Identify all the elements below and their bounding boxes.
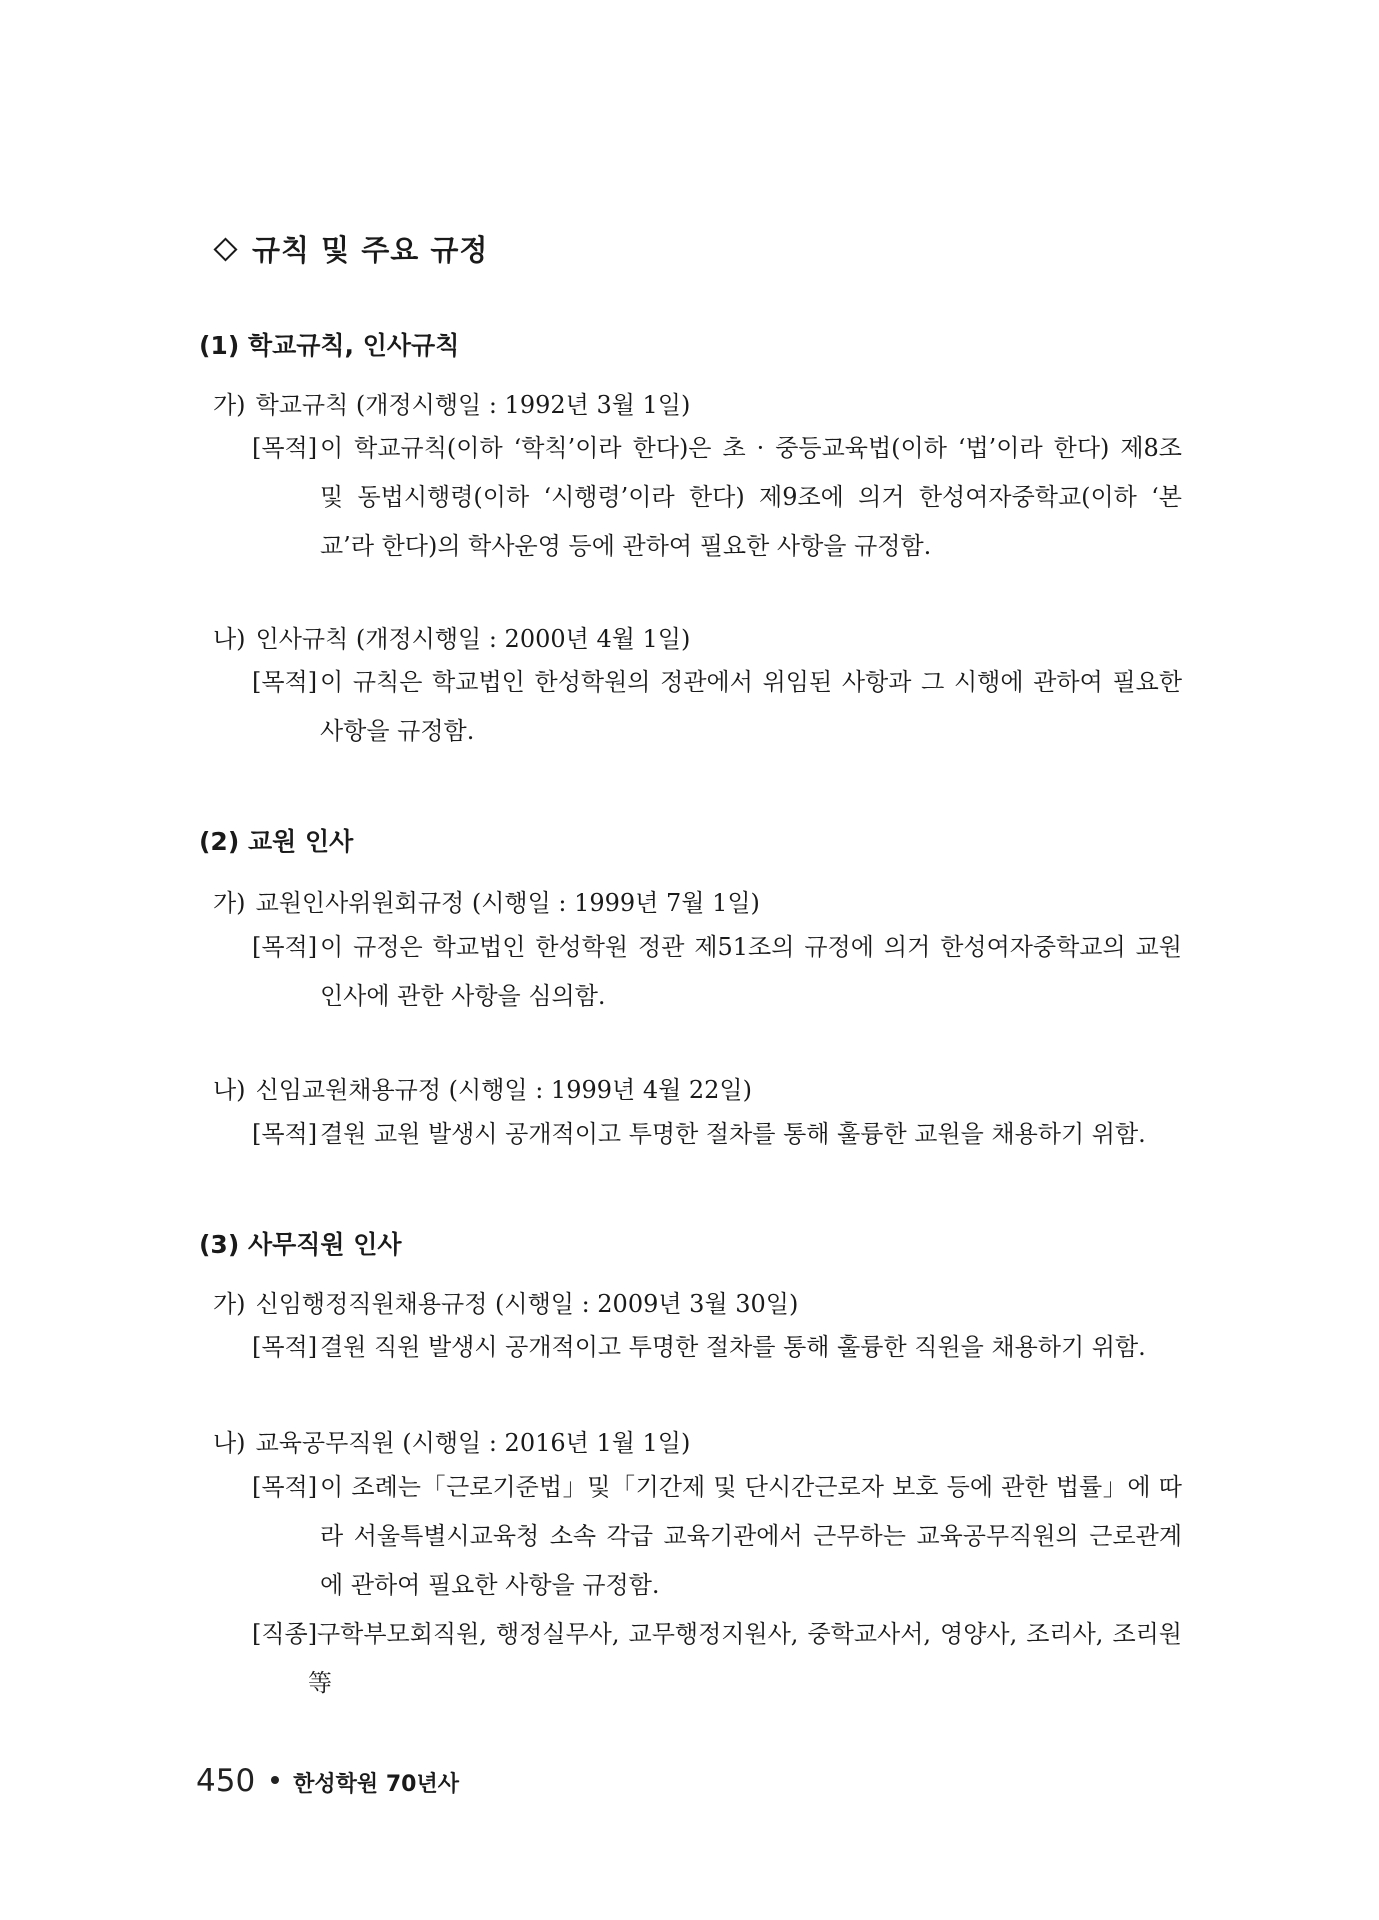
item-title xyxy=(213,1284,798,1319)
item-title xyxy=(213,883,760,918)
purpose-block xyxy=(252,1323,1182,1372)
section-heading: (3) 사무직원 인사 xyxy=(199,1230,402,1259)
book-title: 한성학원 70년사 xyxy=(293,1772,459,1797)
item-title-text: 신임행정직원채용규정 (시행일 : 2009년 3월 30일) xyxy=(255,1290,799,1318)
job-type-label: [직종] xyxy=(252,1620,318,1648)
item-marker: 나) xyxy=(213,1429,246,1457)
purpose-text: 결원 교원 발생시 공개적이고 투명한 절차를 통해 훌륭한 교원을 채용하기 위함. xyxy=(320,1120,1146,1148)
purpose-label: [목적] xyxy=(252,1473,318,1501)
page-title-text: 규칙 및 주요 규정 xyxy=(252,233,489,267)
item-marker: 가) xyxy=(213,889,246,917)
item-title-text: 교원인사위원회규정 (시행일 : 1999년 7월 1일) xyxy=(255,889,760,917)
item-title-text: 교육공무직원 (시행일 : 2016년 1월 1일) xyxy=(255,1429,691,1457)
page-number: 450 xyxy=(196,1763,256,1799)
job-type-text: 구학부모회직원, 행정실무사, 교무행정지원사, 중학교사서, 영양사, 조리사, 조리원 等 xyxy=(308,1620,1182,1697)
purpose-label: [목적] xyxy=(252,1333,318,1361)
diamond-icon xyxy=(213,237,237,261)
item-title xyxy=(213,619,690,654)
section-heading: (2) 교원 인사 xyxy=(199,827,354,856)
item-title-text: 학교규칙 (개정시행일 : 1992년 3월 1일) xyxy=(255,391,691,419)
purpose-label: [목적] xyxy=(252,933,318,961)
purpose-text: 이 규정은 학교법인 한성학원 정관 제51조의 규정에 의거 한성여자중학교의 교원인사에 관한 사항을 심의함. xyxy=(320,933,1182,1010)
page-title xyxy=(213,228,488,269)
purpose-label: [목적] xyxy=(252,1120,318,1148)
item-marker: 나) xyxy=(213,1076,246,1104)
item-marker: 가) xyxy=(213,391,246,419)
purpose-block xyxy=(252,923,1182,1021)
page-footer xyxy=(196,1763,459,1799)
item-title xyxy=(213,1423,690,1458)
item-marker: 가) xyxy=(213,1290,246,1318)
bullet-dot-icon xyxy=(271,1776,279,1784)
purpose-text: 이 조례는「근로기준법」및「기간제 및 단시간근로자 보호 등에 관한 법률」에 따라 서울특별시교육청 소속 각급 교육기관에서 근무하는 교육공무직원의 근로관계에 관하여 필요한 사항을 규정함. xyxy=(320,1473,1182,1599)
purpose-block xyxy=(252,424,1182,571)
item-title-text: 인사규칙 (개정시행일 : 2000년 4월 1일) xyxy=(255,625,691,653)
purpose-block xyxy=(252,1110,1182,1159)
purpose-text: 이 규칙은 학교법인 한성학원의 정관에서 위임된 사항과 그 시행에 관하여 필요한 사항을 규정함. xyxy=(320,668,1182,745)
item-title xyxy=(213,385,690,420)
purpose-text: 이 학교규칙(이하 ‘학칙’이라 한다)은 초 · 중등교육법(이하 ‘법’이라 한다) 제8조 및 동법시행령(이하 ‘시행령’이라 한다) 제9조에 의거 한성여자중학교(이하 ‘본교’라 한다)의 학사운영 등에 관하여 필요한 사항을 규정함. xyxy=(320,434,1182,560)
purpose-block xyxy=(252,658,1182,756)
section-heading: (1) 학교규칙, 인사규칙 xyxy=(199,331,460,360)
item-title-text: 신임교원채용규정 (시행일 : 1999년 4월 22일) xyxy=(255,1076,752,1104)
item-title xyxy=(213,1070,752,1105)
item-marker: 나) xyxy=(213,625,246,653)
job-type-block xyxy=(252,1610,1182,1708)
purpose-text: 결원 직원 발생시 공개적이고 투명한 절차를 통해 훌륭한 직원을 채용하기 위함. xyxy=(320,1333,1146,1361)
purpose-label: [목적] xyxy=(252,434,318,462)
purpose-block xyxy=(252,1463,1182,1610)
purpose-label: [목적] xyxy=(252,668,318,696)
